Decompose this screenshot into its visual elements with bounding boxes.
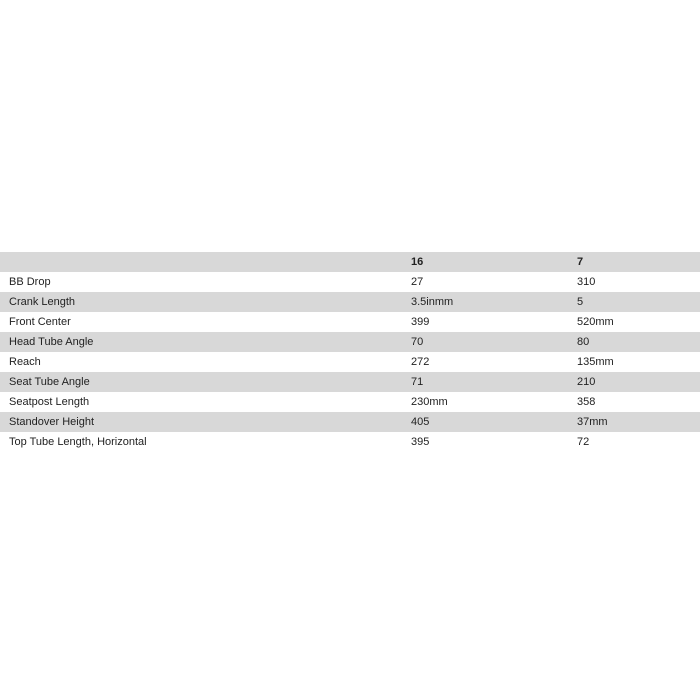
table-row xyxy=(0,312,700,332)
header-row xyxy=(0,252,700,272)
row-label: Crank Length xyxy=(9,296,76,308)
table-row xyxy=(0,332,700,352)
header-cell-label xyxy=(0,252,402,272)
row-value-b: 210 xyxy=(577,376,596,388)
row-value-a: 399 xyxy=(411,316,430,328)
row-value-a: 70 xyxy=(411,336,424,348)
row-value-b: 37mm xyxy=(577,416,608,428)
row-value-a: 230mm xyxy=(411,396,448,408)
table-header xyxy=(0,252,700,272)
row-value-b: 520mm xyxy=(577,316,614,328)
table-row xyxy=(0,272,700,292)
row-value-a: 71 xyxy=(411,376,424,388)
row-label: Top Tube Length, Horizontal xyxy=(9,436,147,448)
table-row xyxy=(0,432,700,452)
row-value-b: 80 xyxy=(577,336,590,348)
row-label: Seatpost Length xyxy=(9,396,90,408)
row-value-a: 405 xyxy=(411,416,430,428)
geometry-table xyxy=(0,252,700,452)
row-value-b: 5 xyxy=(577,296,584,308)
table-row xyxy=(0,292,700,312)
row-value-b: 135mm xyxy=(577,356,614,368)
table-row xyxy=(0,352,700,372)
row-label: BB Drop xyxy=(9,276,51,288)
row-label: Reach xyxy=(9,356,41,368)
row-value-a: 395 xyxy=(411,436,430,448)
table-row xyxy=(0,372,700,392)
row-value-b: 358 xyxy=(577,396,596,408)
row-label: Head Tube Angle xyxy=(9,336,94,348)
table-row xyxy=(0,392,700,412)
header-cell-size-b: 7 xyxy=(577,256,584,268)
row-label: Front Center xyxy=(9,316,71,328)
row-value-b: 72 xyxy=(577,436,590,448)
row-value-a: 272 xyxy=(411,356,430,368)
row-value-a: 3.5inmm xyxy=(411,296,454,308)
row-label: Standover Height xyxy=(9,416,94,428)
row-value-b: 310 xyxy=(577,276,596,288)
header-cell-size-a: 16 xyxy=(411,256,424,268)
row-label: Seat Tube Angle xyxy=(9,376,90,388)
table-body xyxy=(0,272,700,452)
row-value-a: 27 xyxy=(411,276,424,288)
table-row xyxy=(0,412,700,432)
